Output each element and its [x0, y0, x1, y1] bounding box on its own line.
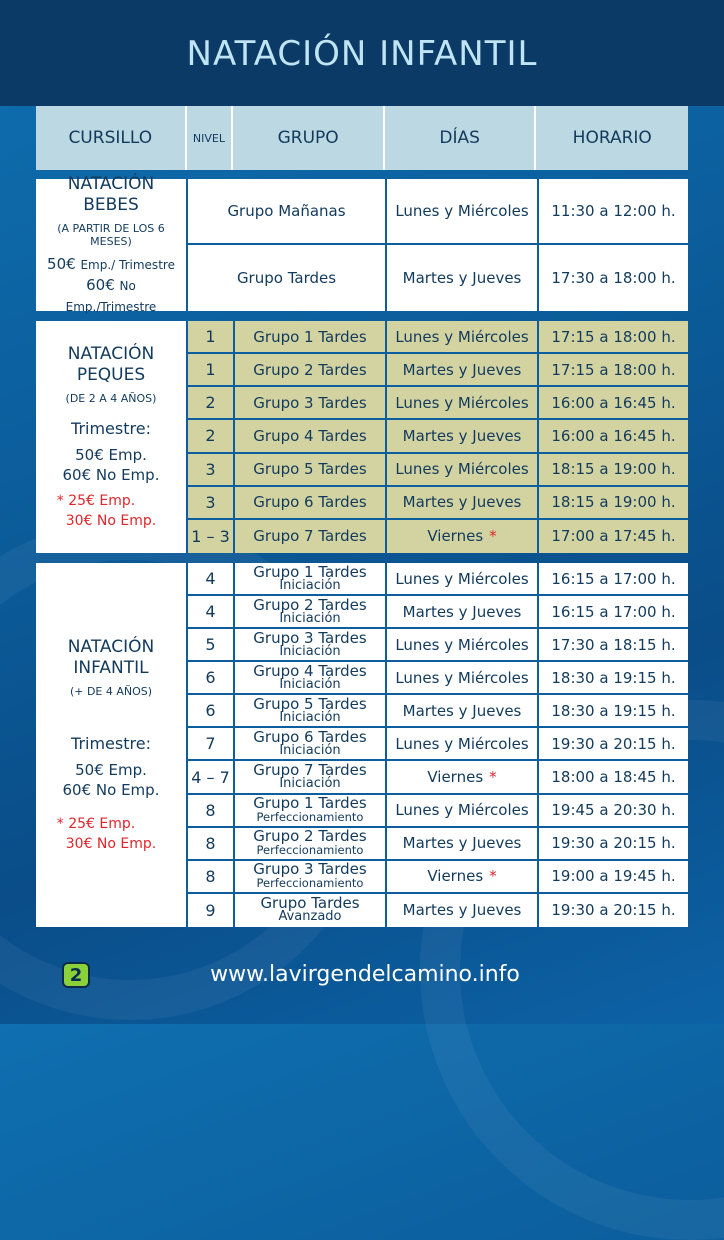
- horario-cell: 18:00 a 18:45 h.: [537, 761, 688, 794]
- nivel-cell: 2: [186, 420, 233, 453]
- horario-cell: 16:00 a 16:45 h.: [537, 420, 688, 453]
- horario-cell: 18:30 a 19:15 h.: [537, 695, 688, 728]
- dias-cell: [385, 795, 537, 828]
- nivel-cell: 8: [186, 795, 233, 828]
- bebes-age-note: (A PARTIR DE LOS 6 MESES): [57, 221, 165, 248]
- nivel-cell: 6: [186, 662, 233, 695]
- bebes-price-1: 50€ Emp./ Trimestre: [47, 254, 175, 273]
- grupo-name: Grupo 2 Tardes: [253, 595, 367, 614]
- grupo-level: Avanzado: [278, 909, 342, 925]
- bebes-grid: [186, 179, 688, 311]
- grupo-cell: [233, 828, 385, 861]
- horario-cell: 16:15 a 17:00 h.: [537, 596, 688, 629]
- table-row: [186, 454, 688, 487]
- horario-cell: 17:30 a 18:00 h.: [537, 245, 688, 311]
- dias-text: Lunes y Miércoles: [395, 327, 529, 346]
- horario-cell: 18:30 a 19:15 h.: [537, 662, 688, 695]
- grupo-name: Grupo 5 Tardes: [253, 694, 367, 713]
- section-infantil: [36, 563, 688, 927]
- grupo-level: Iniciación: [279, 776, 341, 791]
- grupo-cell: [233, 728, 385, 761]
- grupo-cell: [233, 861, 385, 894]
- dias-text: Martes y Jueves: [402, 901, 522, 920]
- peques-price-1: 50€ Emp.: [75, 445, 147, 464]
- dias-text: Martes y Jueves: [402, 426, 522, 445]
- horario-cell: 16:00 a 16:45 h.: [537, 387, 688, 420]
- grupo-level: Iniciación: [279, 643, 341, 659]
- horario-cell: 18:15 a 19:00 h.: [537, 487, 688, 520]
- table-row: [186, 894, 688, 927]
- dias-text: Martes y Jueves: [402, 834, 522, 853]
- peques-info: [36, 321, 186, 553]
- grupo-cell: Grupo Tardes: [186, 245, 385, 311]
- table-row: [186, 487, 688, 520]
- dias-cell: [385, 728, 537, 761]
- table-header: [36, 106, 688, 170]
- grupo-level: Iniciación: [279, 676, 341, 692]
- dias-cell: [385, 245, 537, 311]
- header-horario: HORARIO: [536, 106, 688, 170]
- table-row: [186, 761, 688, 794]
- dias-cell: [385, 321, 537, 354]
- dias-text: Lunes y Miércoles: [395, 801, 529, 820]
- table-row: [186, 662, 688, 695]
- dias-text: Lunes y Miércoles: [395, 460, 529, 479]
- grupo-cell: Grupo 5 Tardes: [233, 454, 385, 487]
- bebes-title-1: NATACIÓN: [67, 173, 155, 194]
- table-row: [186, 245, 688, 311]
- grupo-name: Grupo 3 Tardes: [253, 628, 367, 647]
- nivel-cell: 1 – 3: [186, 520, 233, 553]
- grupo-cell: [233, 662, 385, 695]
- nivel-cell: 3: [186, 454, 233, 487]
- peques-discount-2: 30€ No Emp.: [65, 512, 157, 529]
- grupo-name: Grupo 2 Tardes: [253, 827, 367, 846]
- horario-cell: 17:30 a 18:15 h.: [537, 629, 688, 662]
- grupo-name: Grupo 4 Tardes: [253, 661, 367, 680]
- grupo-level: Iniciación: [279, 709, 341, 725]
- dias-text: Lunes y Miércoles: [395, 668, 529, 687]
- dias-cell: [385, 563, 537, 596]
- horario-cell: 19:30 a 20:15 h.: [537, 728, 688, 761]
- asterisk-mark: *: [489, 768, 497, 786]
- horario-cell: 19:00 a 19:45 h.: [537, 861, 688, 894]
- table-row: [186, 828, 688, 861]
- table-row: [186, 695, 688, 728]
- nivel-cell: 1: [186, 321, 233, 354]
- grupo-level: Perfeccionamiento: [256, 876, 364, 891]
- dias-text: Lunes y Miércoles: [395, 635, 529, 654]
- page-title: NATACIÓN INFANTIL: [186, 34, 538, 74]
- horario-cell: 19:45 a 20:30 h.: [537, 795, 688, 828]
- grupo-name: Grupo 1 Tardes: [253, 794, 367, 813]
- header-nivel: NIVEL: [187, 106, 232, 170]
- horario-cell: 16:15 a 17:00 h.: [537, 563, 688, 596]
- infantil-trimestre: Trimestre:: [71, 733, 151, 753]
- dias-cell: [385, 354, 537, 387]
- section-bebes: [36, 173, 688, 314]
- nivel-cell: 2: [186, 387, 233, 420]
- dias-cell: [385, 596, 537, 629]
- horario-cell: 17:15 a 18:00 h.: [537, 321, 688, 354]
- dias-cell: [385, 420, 537, 453]
- infantil-discount-2: 30€ No Emp.: [65, 835, 157, 852]
- dias-cell: [385, 861, 537, 894]
- grupo-cell: Grupo 1 Tardes: [233, 321, 385, 354]
- nivel-cell: 1: [186, 354, 233, 387]
- horario-cell: 17:00 a 17:45 h.: [537, 520, 688, 553]
- grupo-name: Grupo 1 Tardes: [253, 562, 367, 581]
- table-row: [186, 179, 688, 245]
- grupo-name: Grupo Tardes: [260, 894, 360, 913]
- grupo-name: Grupo 7 Tardes: [253, 761, 367, 779]
- header-grupo: GRUPO: [233, 106, 383, 170]
- table-row: [186, 861, 688, 894]
- peques-age-note: (DE 2 A 4 AÑOS): [65, 391, 157, 405]
- dias-cell: [385, 894, 537, 927]
- horario-cell: 18:15 a 19:00 h.: [537, 454, 688, 487]
- infantil-title-2: INFANTIL: [73, 657, 149, 678]
- horario-cell: 17:15 a 18:00 h.: [537, 354, 688, 387]
- grupo-name: Grupo 6 Tardes: [253, 727, 367, 746]
- dias-cell: [385, 761, 537, 794]
- asterisk-mark: *: [489, 527, 497, 546]
- table-row: [186, 596, 688, 629]
- horario-cell: 19:30 a 20:15 h.: [537, 894, 688, 927]
- nivel-cell: 8: [186, 861, 233, 894]
- grupo-cell: Grupo 7 Tardes: [233, 520, 385, 553]
- dias-text: Viernes: [427, 527, 484, 546]
- table-row: [186, 387, 688, 420]
- dias-cell: [385, 828, 537, 861]
- nivel-cell: 4: [186, 596, 233, 629]
- header-dias: DÍAS: [385, 106, 535, 170]
- nivel-cell: 7: [186, 728, 233, 761]
- table-row: [186, 563, 688, 596]
- dias-text: Martes y Jueves: [402, 493, 522, 512]
- peques-price-2: 60€ No Emp.: [62, 465, 160, 484]
- horario-cell: 19:30 a 20:15 h.: [537, 828, 688, 861]
- page-number: 2: [62, 962, 90, 988]
- nivel-cell: 4 – 7: [186, 761, 233, 794]
- infantil-age-note: (+ DE 4 AÑOS): [69, 684, 153, 698]
- table-row: [186, 354, 688, 387]
- website-url[interactable]: www.lavirgendelcamino.info: [210, 962, 520, 987]
- infantil-info: [36, 563, 186, 927]
- dias-cell: [385, 454, 537, 487]
- grupo-cell: [233, 695, 385, 728]
- grupo-level: Perfeccionamiento: [256, 843, 364, 858]
- grupo-cell: [233, 894, 385, 927]
- infantil-price-1: 50€ Emp.: [75, 760, 147, 779]
- nivel-cell: 6: [186, 695, 233, 728]
- bebes-title-2: BEBES: [83, 194, 139, 215]
- dias-text: Viernes: [427, 867, 484, 886]
- asterisk-mark: *: [489, 867, 497, 886]
- section-peques: [36, 321, 688, 553]
- dias-cell: [385, 487, 537, 520]
- dias-text: Martes y Jueves: [402, 360, 522, 379]
- dias-cell: [385, 387, 537, 420]
- grupo-cell: Grupo 6 Tardes: [233, 487, 385, 520]
- grupo-cell: [233, 596, 385, 629]
- grupo-cell: [233, 563, 385, 596]
- grupo-level: Iniciación: [279, 742, 341, 758]
- grupo-level: Iniciación: [279, 610, 341, 626]
- grupo-cell: [233, 761, 385, 794]
- dias-text: Lunes y Miércoles: [395, 569, 529, 588]
- nivel-cell: 5: [186, 629, 233, 662]
- peques-title-1: NATACIÓN: [67, 343, 155, 364]
- dias-text: Lunes y Miércoles: [395, 734, 529, 753]
- dias-text: Martes y Jueves: [402, 602, 522, 621]
- grupo-level: Iniciación: [279, 577, 341, 593]
- grupo-cell: [233, 629, 385, 662]
- dias-text: Viernes: [427, 768, 484, 786]
- dias-cell: [385, 662, 537, 695]
- dias-cell: [385, 179, 537, 245]
- dias-text: Martes y Jueves: [402, 269, 522, 287]
- dias-cell: [385, 629, 537, 662]
- table-row: [186, 795, 688, 828]
- nivel-cell: 8: [186, 828, 233, 861]
- nivel-cell: 4: [186, 563, 233, 596]
- peques-title-2: PEQUES: [76, 364, 146, 385]
- dias-text: Lunes y Miércoles: [395, 393, 529, 412]
- infantil-title-1: NATACIÓN: [67, 636, 155, 657]
- nivel-cell: 9: [186, 894, 233, 927]
- grupo-cell: Grupo Mañanas: [186, 179, 385, 245]
- bebes-info: [36, 173, 186, 314]
- peques-grid: [186, 321, 688, 553]
- infantil-grid: [186, 563, 688, 927]
- bebes-price-2: 60€ No Emp./Trimestre: [65, 275, 157, 314]
- dias-cell: [385, 695, 537, 728]
- grupo-cell: [233, 795, 385, 828]
- infantil-price-2: 60€ No Emp.: [62, 780, 160, 799]
- dias-cell: [385, 520, 537, 553]
- peques-discount-1: * 25€ Emp.: [56, 492, 136, 509]
- grupo-cell: Grupo 2 Tardes: [233, 354, 385, 387]
- table-row: [186, 520, 688, 553]
- grupo-level: Perfeccionamiento: [256, 810, 364, 825]
- table-row: [186, 728, 688, 761]
- table-row: [186, 629, 688, 662]
- dias-text: Martes y Jueves: [402, 701, 522, 720]
- table-row: [186, 321, 688, 354]
- dias-text: Lunes y Miércoles: [395, 202, 529, 220]
- header-cursillo: CURSILLO: [36, 106, 185, 170]
- nivel-cell: 3: [186, 487, 233, 520]
- grupo-name: Grupo 3 Tardes: [253, 860, 367, 879]
- horario-cell: 11:30 a 12:00 h.: [537, 179, 688, 245]
- infantil-discount-1: * 25€ Emp.: [56, 815, 136, 832]
- grupo-cell: Grupo 3 Tardes: [233, 387, 385, 420]
- peques-trimestre: Trimestre:: [71, 418, 151, 438]
- grupo-cell: Grupo 4 Tardes: [233, 420, 385, 453]
- table-row: [186, 420, 688, 453]
